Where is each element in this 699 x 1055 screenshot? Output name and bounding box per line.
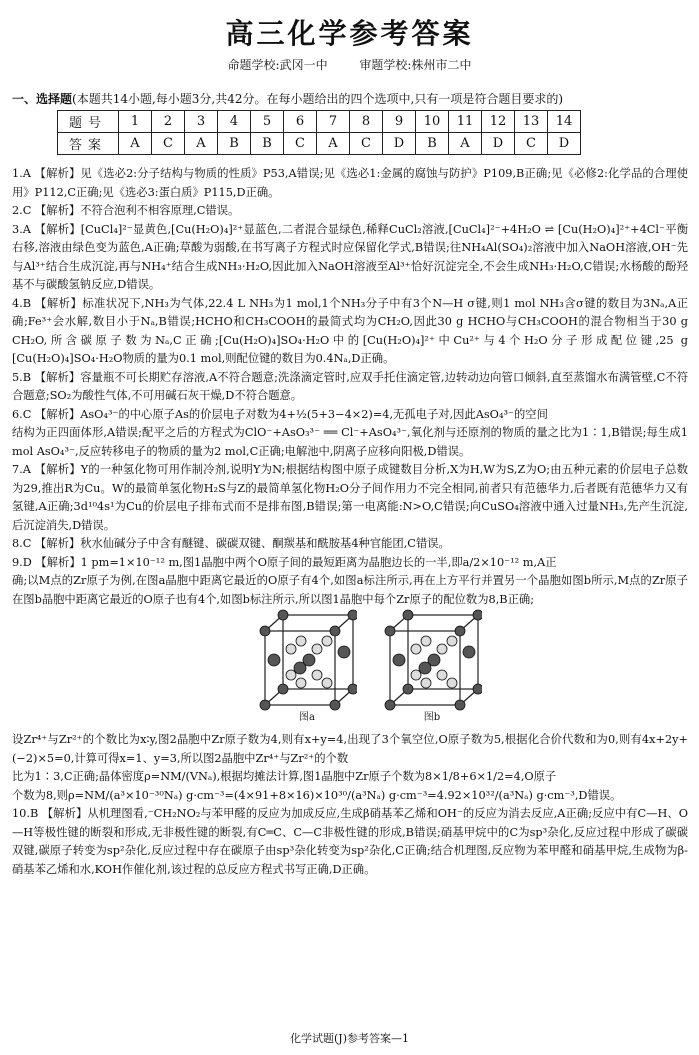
question-8-explanation: 8.C 【解析】秋水仙碱分子中含有醚键、碳碳双键、酮羰基和酰胺基4种官能团,C错误。	[12, 537, 450, 550]
proposer-school: 命题学校:武冈一中	[227, 58, 328, 72]
question-4-explanation: 4.B 【解析】标准状况下,NH₃为气体,22.4 L NH₃为1 mol,1个NH₃分子中有3个N—H σ键,则1 mol NH₃含σ键的数目为3Nₐ,A正确;Fe³⁺会水解,数目小于Nₐ,B错误;HCHO和CH₃COOH的最简式均为CH₂O,因此30 g HCHO与CH₃COOH的混合物相当于30 g CH₂O,所含碳原子数为Nₐ,C正确;[Cu(H₂O)₄]SO₄·H₂O中的[Cu(H₂O)₄]²⁺中Cu²⁺与4个H₂O分子形成配位键,25 g [Cu(H₂O)₄]SO₄·H₂O物质的量为0.1 mol,则配位键的数目为0.4Nₐ,D正确。	[12, 296, 688, 365]
figure-b-caption: 图b	[423, 711, 441, 723]
table-cell: C	[284, 133, 317, 155]
number-row-label: 题号	[58, 111, 119, 133]
table-cell: 2	[152, 111, 185, 133]
question-5-explanation: 5.B 【解析】容量瓶不可长期贮存溶液,A不符合题意;洗涤滴定管时,应双手托住滴定管,边转动边向管口倾斜,直至蒸馏水布满管壁,C不符合题意;SO₂为酸性气体,不可用碱石灰干燥,D不符合题意。	[12, 370, 688, 402]
table-cell: 13	[515, 111, 548, 133]
crystal-figures	[12, 609, 688, 731]
table-cell: 4	[218, 111, 251, 133]
table-cell: 9	[383, 111, 416, 133]
answer-table	[57, 110, 581, 155]
table-cell: B	[251, 133, 284, 155]
answer-explanations	[12, 165, 688, 879]
table-cell: 7	[317, 111, 350, 133]
table-cell: 12	[482, 111, 515, 133]
table-cell: 11	[449, 111, 482, 133]
table-cell: 5	[251, 111, 284, 133]
question-9-line-4: 比为1∶3,C正确;晶体密度ρ=NM/(VNₐ),根据均摊法计算,图1晶胞中Zr原子个数为8×1/8+6×1/2=4,O原子	[12, 770, 557, 783]
figure-b	[382, 609, 482, 727]
section-description: (本题共14小题,每小题3分,共42分。在每小题给出的四个选项中,只有一项是符合题目要求的)	[72, 92, 563, 106]
question-10-explanation: 10.B 【解析】从机理图看,⁻CH₂NO₂与苯甲醛的反应为加成反应,生成β硝基苯乙烯和OH⁻的反应为消去反应,A正确;反应中有C—H、O—H等极性键的断裂和形成,无非极性键的断裂,有C═C、C—C非极性键的形成,B错误;硝基甲烷中的C为sp³杂化,反应过程中形成了碳碳双键,碳原子转变为sp²杂化,反应过程中存在碳原子由sp³杂化转变为sp²杂化,C正确;结合机理图,反应物为苯甲醛和硝基甲烷,生成物为β-硝基苯乙烯和水,KOH作催化剂,该过程的总反应方程式书写正确,D正确。	[12, 807, 688, 876]
question-9-line-1: 9.D 【解析】1 pm=1×10⁻¹² m,图1晶胞中两个O原子间的最短距离为晶胞边长的一半,即a/2×10⁻¹² m,A正	[12, 555, 557, 569]
table-cell: D	[548, 133, 581, 155]
figure-a	[257, 609, 357, 727]
table-cell: 10	[416, 111, 449, 133]
table-cell: 1	[119, 111, 152, 133]
reviewer-school: 审题学校:株州市二中	[359, 58, 472, 72]
page-footer: 化学试题(J)参考答案—1	[290, 1032, 409, 1045]
question-6-explanation	[12, 406, 688, 462]
question-9-line-5: 个数为8,则ρ=NM/(a³×10⁻³⁰Nₐ) g·cm⁻³=(4×91+8×16)×10³⁰/(a³Nₐ) g·cm⁻³=4.92×10³²/(a³Nₐ) g·cm⁻³,D错误。	[12, 788, 622, 802]
crystal-lattice-a-image	[257, 609, 357, 713]
table-cell: C	[152, 133, 185, 155]
answer-table-answer-row	[58, 133, 581, 155]
question-7-explanation: 7.A 【解析】Y的一种氢化物可用作制冷剂,说明Y为N;根据结构图中原子成键数目分析,X为H,W为S,Z为O;由五种元素的价层电子总数为29,推出R为Cu。W的最简单氢化物H₂S与Z的最简单氢化物H₂O分子间作用力不完全相同,前者只有范德华力,后者既有范德华力又有氢键,A正确;3d¹⁰4s¹为Cu的价层电子排布式而不是排布图,B错误;第一电离能:N>O,C错误;向CuSO₄溶液中通入过量NH₃,先产生沉淀,后沉淀消失,D错误。	[12, 463, 688, 532]
table-cell: B	[416, 133, 449, 155]
table-cell: C	[350, 133, 383, 155]
question-1-explanation: 1.A 【解析】见《选必2:分子结构与物质的性质》P53,A错误;见《选必1:金属的腐蚀与防护》P109,B正确;见《必修2:化学品的合理使用》P112,C正确;见《选必3:蛋白质》P115,D正确。	[12, 167, 688, 199]
section-heading	[12, 90, 563, 107]
table-cell: 3	[185, 111, 218, 133]
page-title: 高三化学参考答案	[225, 17, 474, 50]
table-cell: 6	[284, 111, 317, 133]
question-9-explanation	[12, 554, 688, 806]
table-cell: D	[482, 133, 515, 155]
question-6-line-2: 结构为正四面体形,A错误;配平之后的方程式为ClO⁻+AsO₃³⁻ ══ Cl⁻+AsO₄³⁻,氧化剂与还原剂的物质的量之比为1∶1,B错误;每生成1 mol AsO₄³⁻,反应转移电子的物质的量为2 mol,C正确;电解池中,阴离子应移向阳极,D错误。	[12, 426, 688, 458]
table-cell: D	[383, 133, 416, 155]
question-2-explanation: 2.C 【解析】不符合泡利不相容原理,C错误。	[12, 204, 240, 217]
table-cell: A	[119, 133, 152, 155]
section-title: 一、选择题	[12, 92, 73, 106]
question-3-explanation: 3.A 【解析】[CuCl₄]²⁻显黄色,[Cu(H₂O)₄]²⁺显蓝色,二者混合显绿色,稀释CuCl₂溶液,[CuCl₄]²⁻+4H₂O ⇌ [Cu(H₂O)₄]²⁺+4Cl⁻平衡右移,溶液由绿色变为蓝色,A正确;草酸为弱酸,在书写离子方程式时应保留化学式,B错误;往NH₄Al(SO₄)₂溶液中加入NaOH溶液,OH⁻先与Al³⁺结合生成沉淀,再与NH₄⁺结合生成NH₃·H₂O,因此加入NaOH溶液至Al³⁺恰好沉淀完全,不会生成NH₃·H₂O,C错误;水杨酸的酚羟基不与碳酸氢钠反应,D错误。	[12, 222, 688, 291]
question-9-line-3: 设Zr⁴⁺与Zr²⁺的个数比为x∶y,图2晶胞中Zr原子数为4,则有x+y=4,出现了3个氧空位,O原子数为5,根据化合价代数和为0,则有4x+2y+(−2)×5=0,计算可得x=1、y=3,所以图2晶胞中Zr⁴⁺与Zr²⁺的个数	[12, 733, 688, 765]
table-cell: C	[515, 133, 548, 155]
table-cell: 14	[548, 111, 581, 133]
answer-table-number-row	[58, 111, 581, 133]
question-9-line-2: 确;以M点的Zr原子为例,在图a晶胞中距离它最近的O原子有4个,如图a标注所示,再在上方平行并置另一个晶胞如图b所示,M点的Zr原子在图b晶胞中距离它最近的O原子也有4个,如图b标注所示,所以图1晶胞中每个Zr原子的配位数为8,B正确;	[12, 574, 688, 606]
table-cell: A	[185, 133, 218, 155]
crystal-lattice-b-image	[382, 609, 482, 713]
answer-row-label: 答案	[58, 133, 119, 155]
question-6-line-1: 6.C 【解析】AsO₄³⁻的中心原子As的价层电子对数为4+½(5+3−4×2)=4,无孤电子对,因此AsO₄³⁻的空间	[12, 407, 548, 421]
schools-line	[0, 56, 699, 73]
table-cell: B	[218, 133, 251, 155]
table-cell: A	[449, 133, 482, 155]
table-cell: 8	[350, 111, 383, 133]
figure-a-caption: 图a	[299, 711, 315, 723]
table-cell: A	[317, 133, 350, 155]
